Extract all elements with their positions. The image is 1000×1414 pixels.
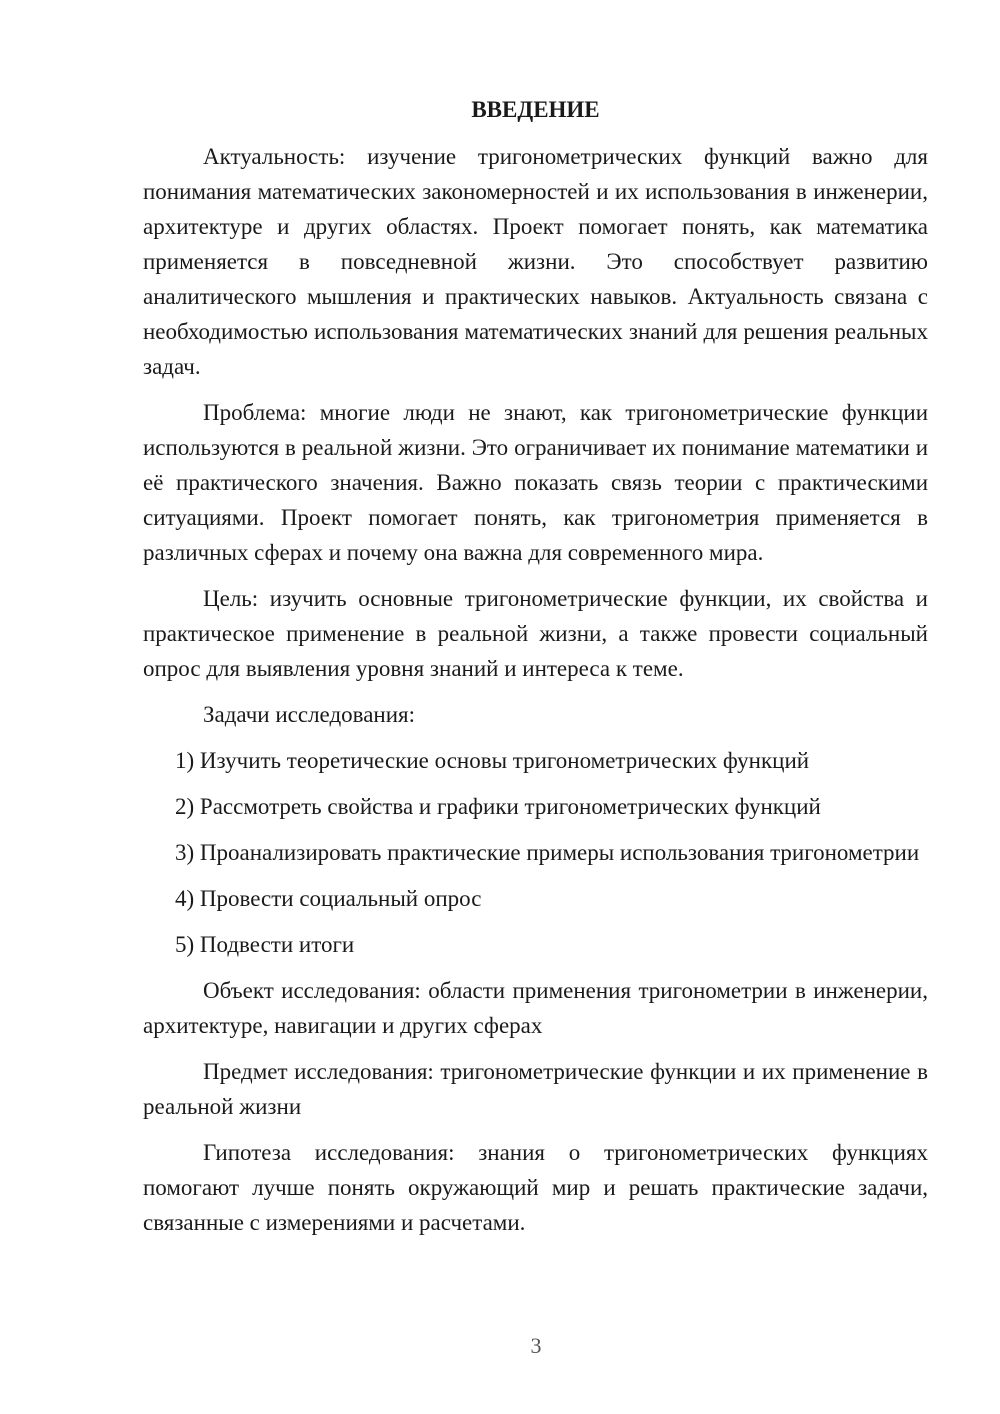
task-item-5: 5) Подвести итоги bbox=[175, 932, 355, 957]
page-number: 3 bbox=[530, 1333, 542, 1358]
paragraph-hypothesis: Гипотеза исследования: знания о тригонометрических функциях помогают лучше понять окружающий мир и решать практические задачи, связанные с измерениями и расчетами. bbox=[143, 1140, 928, 1235]
task-item-3: 3) Проанализировать практические примеры использования тригонометрии bbox=[175, 840, 920, 865]
task-item-2: 2) Рассмотреть свойства и графики тригонометрических функций bbox=[175, 794, 821, 819]
paragraph-object: Объект исследования: области применения тригонометрии в инженерии, архитектуре, навигации и других сферах bbox=[143, 978, 928, 1038]
paragraph-subject: Предмет исследования: тригонометрические функции и их применение в реальной жизни bbox=[143, 1059, 928, 1119]
page-title: ВВЕДЕНИЕ bbox=[471, 97, 600, 122]
page-content bbox=[143, 92, 928, 1251]
paragraph-goal: Цель: изучить основные тригонометрические функции, их свойства и практическое применение в реальной жизни, а также провести социальный опрос для выявления уровня знаний и интереса к теме. bbox=[143, 586, 928, 681]
task-item-4: 4) Провести социальный опрос bbox=[175, 886, 482, 911]
task-item-1: 1) Изучить теоретические основы тригонометрических функций bbox=[175, 748, 810, 773]
paragraph-problem: Проблема: многие люди не знают, как тригонометрические функции используются в реальной жизни. Это ограничивает их понимание математики и её практического значения. Важно показать связь теории с практическими ситуациями. Проект помогает понять, как тригонометрия применяется в различных сферах и почему она важна для современного мира. bbox=[143, 400, 928, 565]
paragraph-relevance: Актуальность: изучение тригонометрических функций важно для понимания математических закономерностей и их использования в инженерии, архитектуре и других областях. Проект помогает понять, как математика применяется в повседневной жизни. Это способствует развитию аналитического мышления и практических навыков. Актуальность связана с необходимостью использования математических знаний для решения реальных задач. bbox=[143, 144, 928, 379]
tasks-heading: Задачи исследования: bbox=[203, 702, 416, 727]
